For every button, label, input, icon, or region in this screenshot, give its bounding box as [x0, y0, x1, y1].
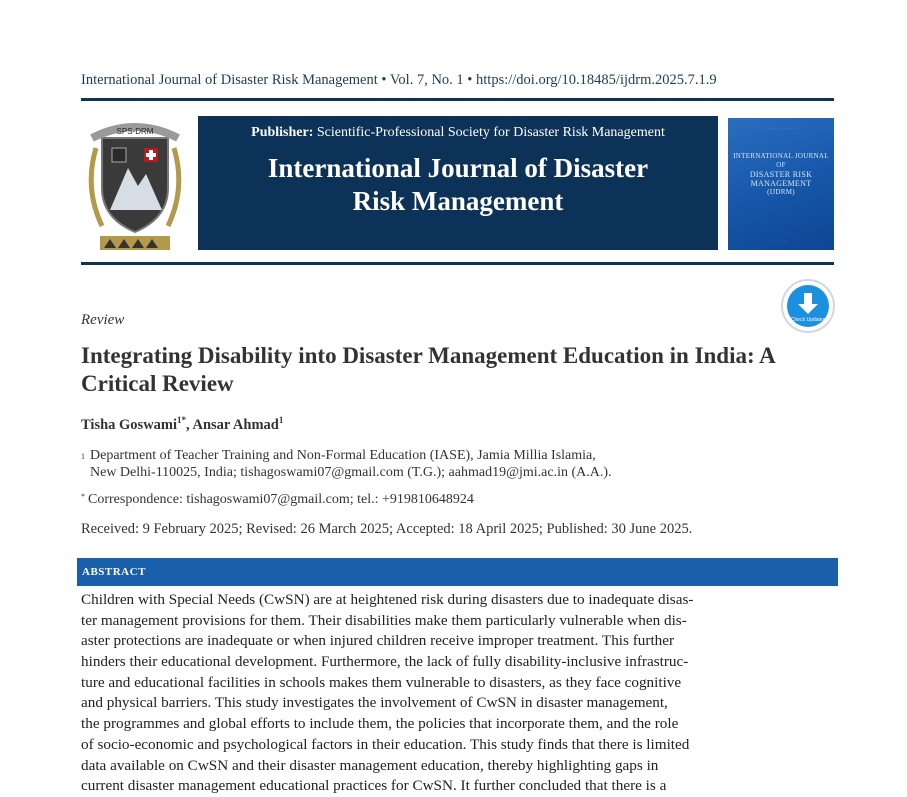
affiliation	[81, 447, 821, 481]
author-name: Tisha Goswami	[81, 416, 178, 433]
society-logo	[82, 118, 188, 252]
abstract-line: the programmes and global efforts to include them, the policies that incorporate them, and the role	[81, 715, 679, 733]
affiliation-line: Department of Teacher Training and Non-Formal Education (IASE), Jamia Millia Islamia,	[90, 448, 596, 463]
header-rule-top	[81, 98, 834, 101]
cover-line2: DISASTER RISK	[749, 170, 813, 179]
author-affiliation-marker: 1*	[177, 415, 187, 425]
publisher-name: Scientific-Professional Society for Disaster Risk Management	[316, 125, 665, 140]
cover-line3: MANAGEMENT	[750, 179, 812, 188]
abstract-line: ter management provisions for them. Their disabilities make them particularly vulnerable when dis-	[81, 611, 687, 629]
logo-text: SPS-DRM	[116, 127, 154, 136]
cover-footer-decoration: · · · · · ·	[774, 239, 788, 244]
author-name: Ansar Ahmad	[192, 416, 279, 433]
check-updates-button[interactable]	[783, 281, 833, 331]
author-separator: ,	[186, 416, 193, 433]
abstract-line: data available on CwSN and their disaster management education, thereby highlighting gaps in	[81, 756, 659, 774]
journal-title	[198, 152, 718, 218]
abstract-line: hinders their educational development. Furthermore, the lack of fully disability-inclusive infrastruc-	[81, 653, 689, 671]
article-type: Review	[81, 312, 125, 328]
journal-cover-thumbnail	[728, 118, 834, 250]
affiliation-marker: 1	[81, 452, 85, 461]
header-rule-bottom	[81, 262, 834, 265]
abstract-line: of socio-economic and psychological factors in their education. This study finds that there is limited	[81, 735, 690, 753]
cover-line1: INTERNATIONAL JOURNAL OF	[733, 152, 829, 169]
abstract-line: ture and educational facilities in schools makes them vulnerable to disasters, as they face cognitive	[81, 673, 682, 691]
journal-banner	[198, 116, 718, 250]
cover-line4: (IJDRM)	[767, 188, 795, 196]
abstract-line: Children with Special Needs (CwSN) are at heightened risk during disasters due to inadequate disas-	[81, 591, 694, 608]
author-affiliation-marker: 1	[278, 415, 284, 425]
publisher-line	[198, 125, 718, 141]
journal-title-line2: Risk Management	[352, 186, 564, 216]
author-list	[81, 415, 283, 434]
abstract-heading: ABSTRACT	[82, 566, 146, 578]
check-updates-label: Check Updates	[790, 317, 826, 323]
abstract-heading-bar	[77, 558, 838, 586]
abstract-body	[81, 590, 835, 797]
cover-decoration: · · · · · · · · · · · · · · · ·	[762, 126, 800, 131]
publisher-label: Publisher:	[251, 125, 314, 140]
abstract-line: aster protections are inadequate or when injured children receive improper treatment. This further	[81, 632, 675, 650]
cover-title	[732, 152, 830, 197]
publication-dates: Received: 9 February 2025; Revised: 26 March 2025; Accepted: 18 April 2025; Published: 30 June 2025.	[81, 521, 693, 537]
abstract-line: and physical barriers. This study investigates the involvement of CwSN in disaster management,	[81, 694, 668, 712]
check-updates-circle	[787, 285, 829, 327]
article-title: Integrating Disability into Disaster Management Education in India: A Critical Review	[81, 343, 775, 396]
journal-citation: International Journal of Disaster Risk Management • Vol. 7, No. 1 • https://doi.org/10.18485/ijdrm.2025.7.1.9	[81, 72, 717, 88]
correspondence-text: Correspondence: tishagoswami07@gmail.com; tel.: +919810648924	[88, 492, 474, 507]
correspondence-marker: *	[81, 492, 85, 501]
abstract-line: current disaster management educational practices for CwSN. It further concluded that there is a	[81, 777, 667, 795]
correspondence	[81, 492, 474, 508]
affiliation-line: New Delhi-110025, India; tishagoswami07@gmail.com (T.G.); aahmad19@jmi.ac.in (A.A.).	[90, 465, 612, 480]
journal-title-line1: International Journal of Disaster	[267, 153, 649, 183]
